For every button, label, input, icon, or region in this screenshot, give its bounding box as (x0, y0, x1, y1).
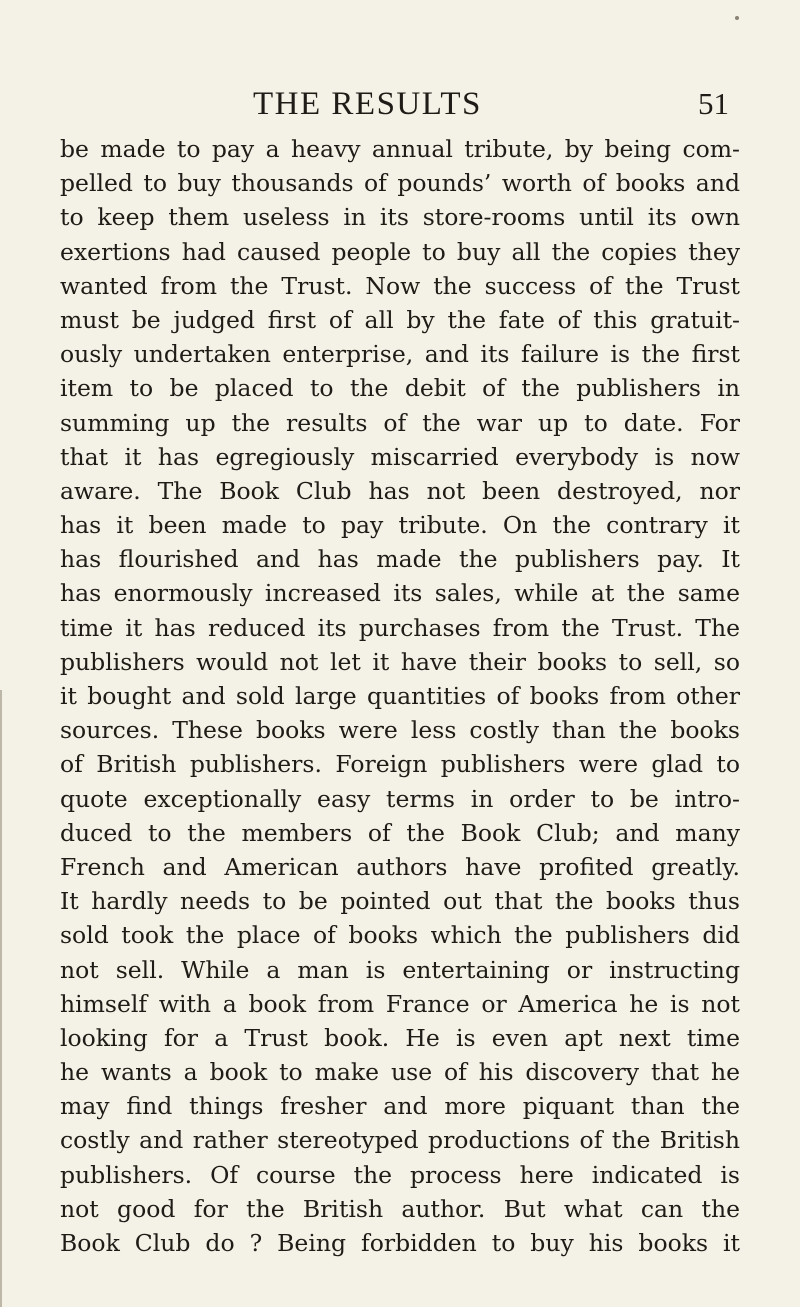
page-number: 51 (698, 86, 729, 121)
text-line: be made to pay a heavy annual tribute, by being com- (60, 135, 740, 163)
text-line: publishers. Of course the process here indicated is (60, 1160, 740, 1189)
text-line: item to be placed to the debit of the publishers in (60, 374, 740, 403)
text-line: to keep them useless in its store-rooms until its own (60, 203, 740, 232)
text-line: ously undertaken enterprise, and its failure is the first (60, 340, 740, 369)
text-line: exertions had caused people to buy all the copies they (60, 237, 740, 266)
text-line: must be judged first of all by the fate of this gratuit- (60, 305, 740, 334)
text-line: of British publishers. Foreign publishers were glad to (60, 750, 740, 779)
text-line: It hardly needs to be pointed out that the books thus (60, 887, 740, 916)
text-line: that it has egregiously miscarried everybody is now (60, 442, 740, 471)
text-line: French and American authors have profited greatly. (60, 852, 740, 881)
ink-speck (735, 16, 739, 20)
text-line: not good for the British author. But what can the (60, 1194, 740, 1223)
text-line: has flourished and has made the publishers pay. It (60, 545, 740, 574)
text-line: wanted from the Trust. Now the success of the Trust (60, 271, 740, 300)
text-line: costly and rather stereotyped productions of the British (60, 1126, 740, 1155)
text-line: may find things fresher and more piquant than the (60, 1092, 740, 1121)
body-text (60, 132, 740, 1260)
text-line: has enormously increased its sales, while at the same (60, 579, 740, 608)
text-line: publishers would not let it have their books to sell, so (60, 647, 740, 676)
text-line: sources. These books were less costly than the books (60, 716, 740, 745)
text-line: not sell. While a man is entertaining or instructing (60, 955, 740, 984)
text-line: duced to the members of the Book Club; and many (60, 818, 740, 847)
text-line: time it has reduced its purchases from the Trust. The (60, 613, 740, 642)
text-line: sold took the place of books which the publishers did (60, 921, 740, 950)
text-line: summing up the results of the war up to date. For (60, 408, 740, 437)
text-line: looking for a Trust book. He is even apt next time (60, 1023, 740, 1052)
text-line: himself with a book from France or America he is not (60, 989, 740, 1018)
text-line: quote exceptionally easy terms in order to be intro- (60, 784, 740, 813)
running-head (0, 84, 800, 124)
text-line: he wants a book to make use of his discovery that he (60, 1058, 740, 1087)
text-line: pelled to buy thousands of pounds’ worth of books and (60, 169, 740, 198)
text-line: has it been made to pay tribute. On the contrary it (60, 511, 740, 540)
running-head-title: THE RESULTS (253, 86, 482, 122)
page-edge-shadow (0, 690, 2, 1307)
text-line: it bought and sold large quantities of books from other (60, 682, 740, 710)
text-line: Book Club do ? Being forbidden to buy his books it (60, 1229, 740, 1257)
text-line: aware. The Book Club has not been destroyed, nor (60, 476, 740, 505)
